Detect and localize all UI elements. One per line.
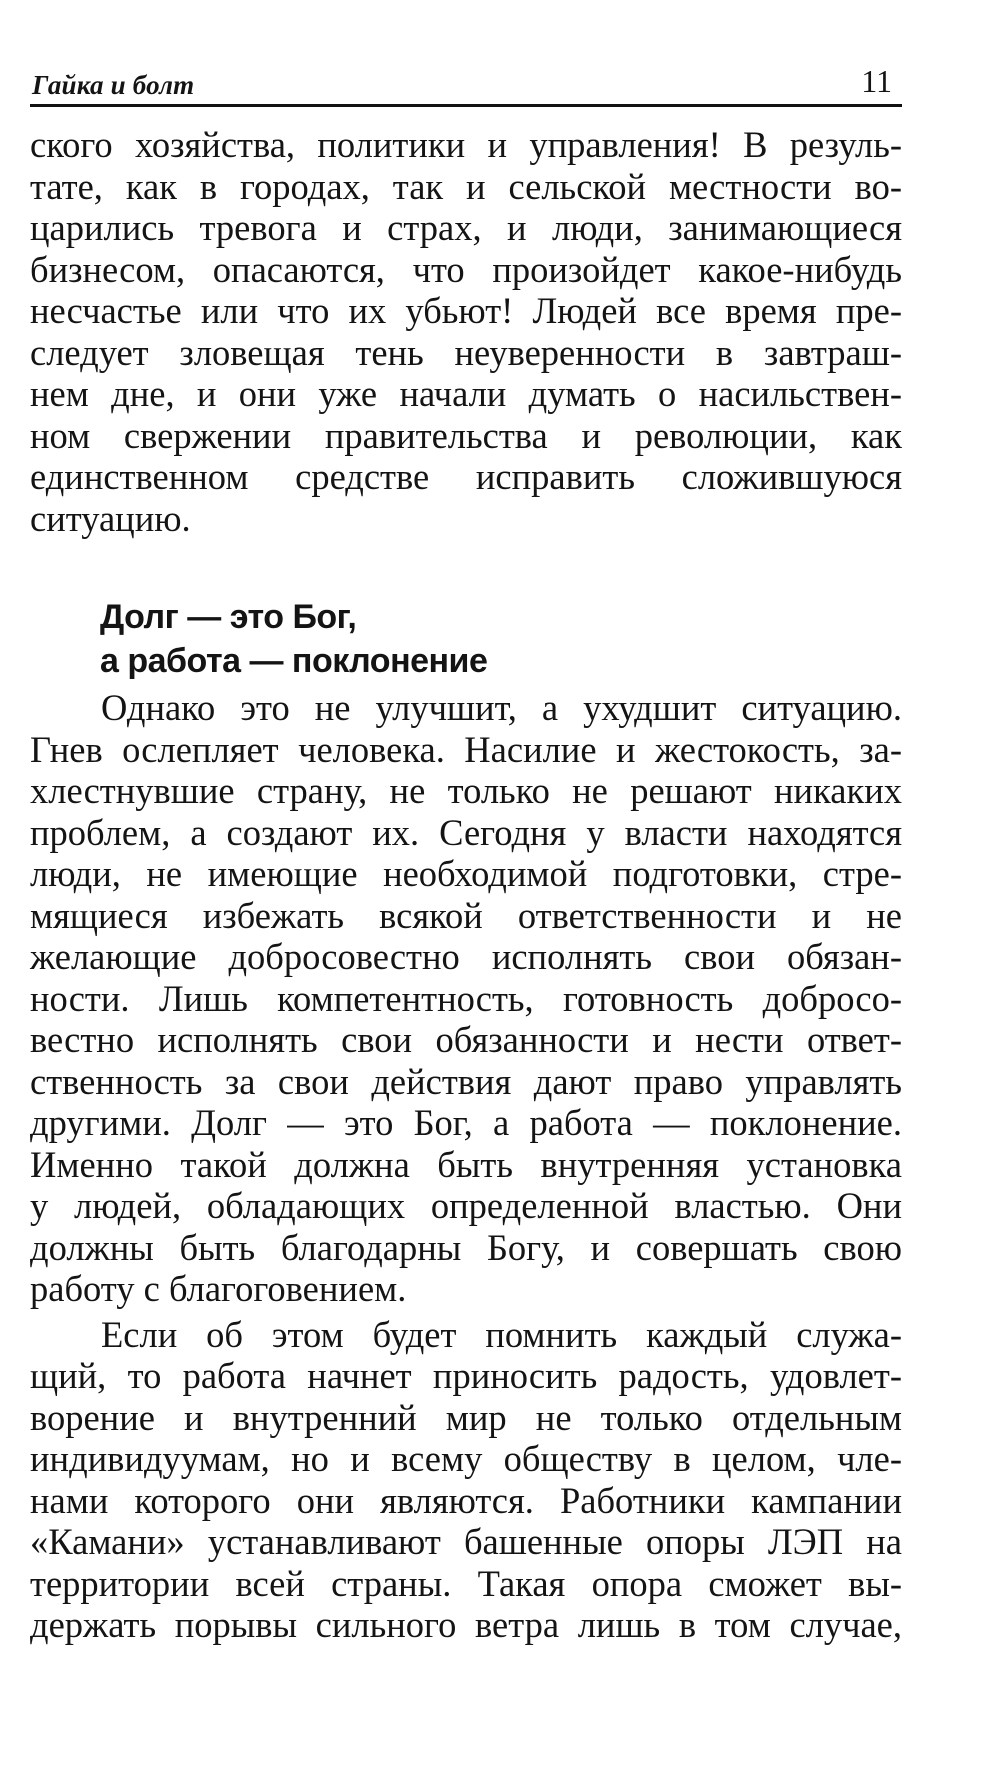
text-line: Однако это не улучшит, а ухудшит ситуацию. xyxy=(101,687,902,728)
text-line: у людей, обладающих определенной властью. Они xyxy=(30,1185,902,1226)
text-line: хлестнувшие страну, не только не решают никаких xyxy=(30,770,902,811)
text-line: бизнесом, опасаются, что произойдет какое-нибудь xyxy=(30,248,902,290)
paragraph-2 xyxy=(30,687,902,1310)
text-line: люди, не имеющие необходимой подготовки, стре- xyxy=(30,853,902,894)
text-line: другими. Долг — это Бог, а работа — поклонение. xyxy=(30,1102,902,1143)
text-line: ственность за свои действия дают право управлять xyxy=(30,1060,902,1102)
text-line: тате, как в городах, так и сельской местности во- xyxy=(30,165,902,207)
text-line: несчастье или что их убьют! Людей все время пре- xyxy=(30,290,902,331)
text-line: должны быть благодарны Богу, и совершать свою xyxy=(30,1226,902,1268)
body-text xyxy=(30,124,902,1646)
heading-line-2: а работа — поклонение xyxy=(100,642,488,680)
section-heading xyxy=(30,595,902,683)
text-line: следует зловещая тень неуверенности в завтраш- xyxy=(30,331,902,373)
text-line: индивидуумам, но и всему обществу в целом, чле- xyxy=(30,1438,902,1479)
text-line: ского хозяйства, политики и управления! В резуль- xyxy=(30,124,902,165)
text-line: царились тревога и страх, и люди, занимающиеся xyxy=(30,207,902,248)
text-line: ситуацию. xyxy=(30,497,191,539)
text-line: Если об этом будет помнить каждый служа- xyxy=(101,1313,902,1355)
text-line: желающие добросовестно исполнять свои обязан- xyxy=(30,936,902,977)
text-line: нем дне, и они уже начали думать о насильствен- xyxy=(30,373,902,414)
text-line: Гнев ослепляет человека. Насилие и жестокость, за- xyxy=(30,728,902,770)
paragraph-1 xyxy=(30,124,902,539)
paragraph-3 xyxy=(30,1314,902,1646)
page-header xyxy=(30,58,902,107)
text-line: территории всей страны. Такая опора сможет вы- xyxy=(30,1562,902,1604)
heading-line-1: Долг — это Бог, xyxy=(100,598,357,636)
text-line: единственном средстве исправить сложившуюся xyxy=(30,456,902,497)
text-line: Именно такой должна быть внутренняя установка xyxy=(30,1143,902,1185)
running-title: Гайка и болт xyxy=(32,70,195,100)
page-number: 11 xyxy=(861,63,892,99)
text-line: вестно исполнять свои обязанности и нести ответ- xyxy=(30,1019,902,1060)
text-line: ворение и внутренний мир не только отдельным xyxy=(30,1396,902,1438)
text-line: «Камани» устанавливают башенные опоры ЛЭП на xyxy=(30,1521,902,1562)
text-line: ном свержении правительства и революции, как xyxy=(30,414,902,456)
text-line: работу с благоговением. xyxy=(30,1268,407,1309)
text-line: ности. Лишь компетентность, готовность добросо- xyxy=(30,977,902,1019)
text-line: держать порывы сильного ветра лишь в том случае, xyxy=(30,1604,902,1645)
text-line: нами которого они являются. Работники кампании xyxy=(30,1479,902,1521)
text-line: проблем, а создают их. Сегодня у власти находятся xyxy=(30,811,902,853)
text-line: щий, то работа начнет приносить радость, удовлет- xyxy=(30,1355,902,1396)
text-line: мящиеся избежать всякой ответственности и не xyxy=(30,894,902,936)
